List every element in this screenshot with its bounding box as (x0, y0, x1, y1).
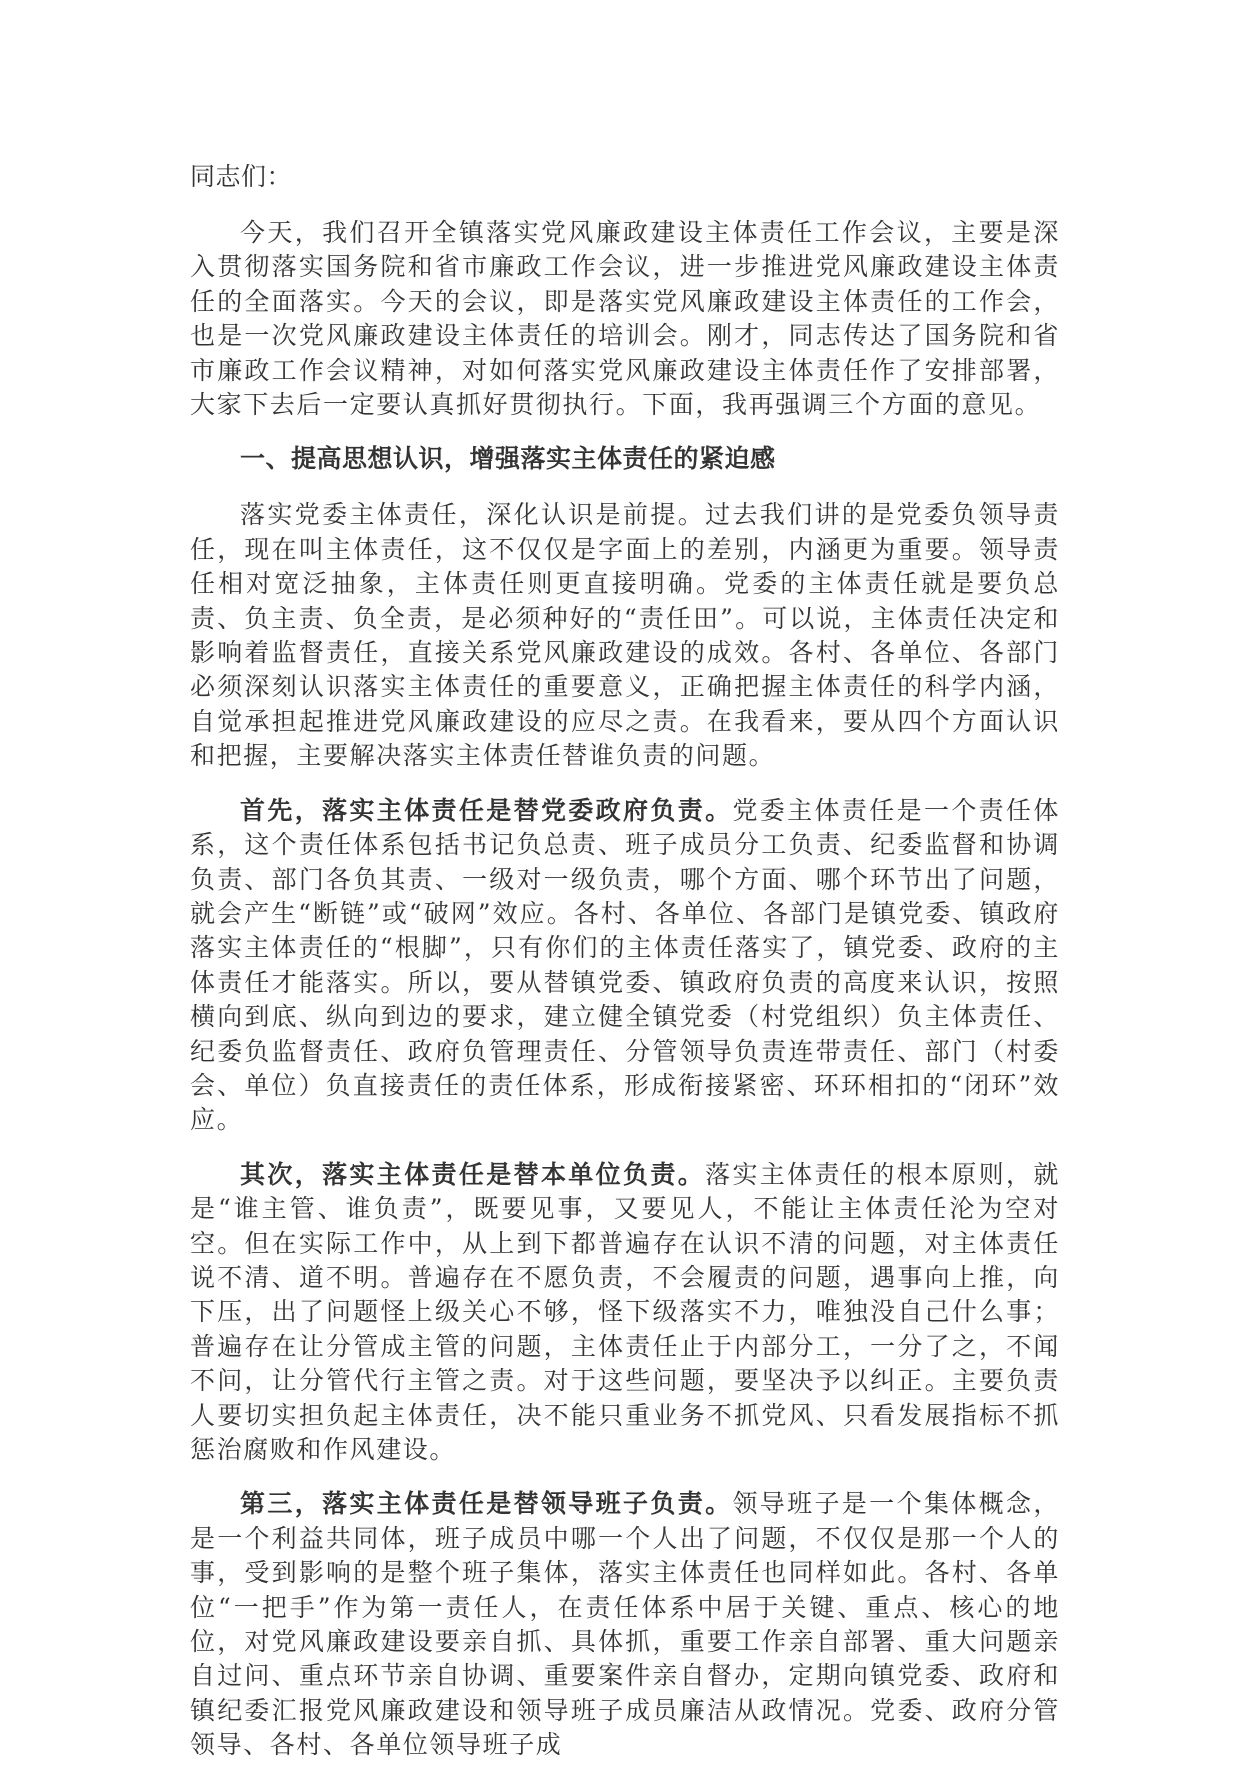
point-body-1: 党委主体责任是一个责任体系，这个责任体系包括书记负总责、班子成员分工负责、纪委监督和协调负责、部门各负其责、一级对一级负责，哪个方面、哪个环节出了问题，就会产生“断链”或“破网”效应。各村、各单位、各部门是镇党委、镇政府落实主体责任的“根脚”，只有你们的主体责任落实了，镇党委、政府的主体责任才能落实。所以，要从替镇党委、镇政府负责的高度来认识，按照横向到底、纵向到边的要求，建立健全镇党委（村党组织）负主体责任、纪委负监督责任、政府负管理责任、分管领导负责连带责任、部门（村委会、单位）负直接责任的责任体系，形成衔接紧密、环环相扣的“闭环”效应。 (190, 795, 1060, 1135)
section-1-body: 落实党委主体责任，深化认识是前提。过去我们讲的是党委负领导责任，现在叫主体责任，这不仅仅是字面上的差别，内涵更为重要。领导责任相对宽泛抽象，主体责任则更直接明确。党委的主体责任就是要负总责、负主责、负全责，是必须种好的“责任田”。可以说，主体责任决定和影响着监督责任，直接关系党风廉政建设的成效。各村、各单位、各部门必须深刻认识落实主体责任的重要意义，正确把握主体责任的科学内涵，自觉承担起推进党风廉政建设的应尽之责。在我看来，要从四个方面认识和把握，主要解决落实主体责任替谁负责的问题。 (190, 500, 1060, 771)
section-heading-1: 一、提高思想认识，增强落实主体责任的紧迫感 (240, 444, 776, 474)
point-lead-1: 首先，落实主体责任是替党委政府负责。 (240, 795, 733, 825)
document-page (190, 160, 1060, 1783)
point-body-3: 领导班子是一个集体概念，是一个利益共同体，班子成员中哪一个人出了问题，不仅仅是那一个人的事，受到影响的是整个班子集体，落实主体责任也同样如此。各村、各单位“一把手”作为第一责任人，在责任体系中居于关键、重点、核心的地位，对党风廉政建设要亲自抓、具体抓，重要工作亲自部署、重大问题亲自过问、重点环节亲自协调、重要案件亲自督办，定期向镇党委、政府和镇纪委汇报党风廉政建设和领导班子成员廉洁从政情况。党委、政府分管领导、各村、各单位领导班子成 (190, 1489, 1060, 1760)
intro-paragraph: 今天，我们召开全镇落实党风廉政建设主体责任工作会议，主要是深入贯彻落实国务院和省市廉政工作会议，进一步推进党风廉政建设主体责任的全面落实。今天的会议，即是落实党风廉政建设主体责任的工作会，也是一次党风廉政建设主体责任的培训会。刚才，同志传达了国务院和省市廉政工作会议精神，对如何落实党风廉政建设主体责任作了安排部署，大家下去后一定要认真抓好贯彻执行。下面，我再强调三个方面的意见。 (190, 218, 1060, 420)
point-lead-2: 其次，落实主体责任是替本单位负责。 (240, 1159, 706, 1189)
point-lead-3: 第三，落实主体责任是替领导班子负责。 (240, 1489, 733, 1519)
salutation: 同志们： (190, 162, 293, 191)
point-paragraph-1 (190, 794, 1060, 1138)
point-paragraph-2 (190, 1158, 1060, 1468)
point-paragraph-3 (190, 1487, 1060, 1762)
point-body-2: 落实主体责任的根本原则，就是“谁主管、谁负责”，既要见事，又要见人，不能让主体责任沦为空对空。但在实际工作中，从上到下都普遍存在认识不清的问题，对主体责任说不清、道不明。普遍存在不愿负责，不会履责的问题，遇事向上推，向下压，出了问题怪上级关心不够，怪下级落实不力，唯独没自己什么事；普遍存在让分管成主管的问题，主体责任止于内部分工，一分了之，不闻不问，让分管代行主管之责。对于这些问题，要坚决予以纠正。主要负责人要切实担负起主体责任，决不能只重业务不抓党风、只看发展指标不抓惩治腐败和作风建设。 (190, 1159, 1060, 1464)
